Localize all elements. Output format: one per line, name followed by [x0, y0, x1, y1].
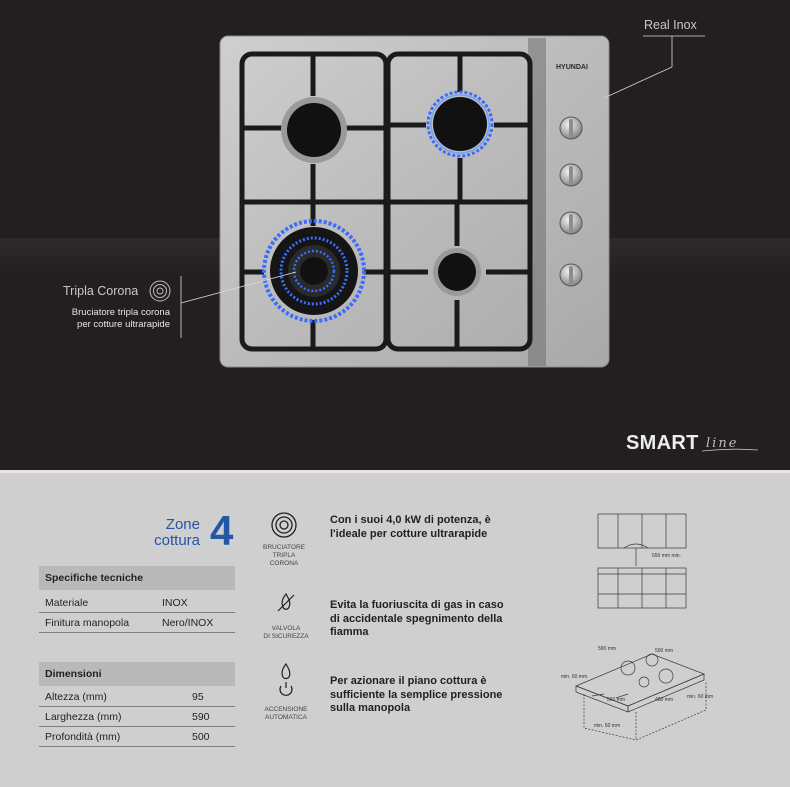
feature-caption — [246, 706, 326, 722]
hob-brand-text: HYUNDAI — [556, 64, 588, 71]
cutout-dimensions-drawing — [556, 632, 716, 744]
dimensions-title: Dimensioni — [45, 668, 102, 680]
tripla-corona-icon — [150, 281, 170, 301]
feature-caption-line: BRUCIATORE — [262, 544, 305, 551]
feature-caption — [246, 625, 326, 641]
hob-width-label: 590 mm — [598, 646, 617, 652]
tripla-corona-desc-line2: per cotture ultrarapide — [77, 319, 170, 330]
dimension-label: Altezza (mm) — [45, 691, 107, 703]
feature-text-line: sufficiente la semplice pressione — [330, 688, 503, 701]
feature-text-line: Per azionare il piano cottura è — [330, 675, 487, 687]
spec-value: INOX — [162, 597, 188, 609]
dimensions-header — [39, 662, 235, 686]
tripla-corona-label: Tripla Corona — [63, 284, 139, 298]
feature-caption-line: VALVOLA — [271, 625, 301, 632]
feature-caption-line: CORONA — [269, 560, 299, 567]
spec-value: Nero/INOX — [162, 617, 214, 629]
cutout-depth-label: 480 mm — [655, 697, 674, 703]
feature-caption — [244, 544, 324, 568]
spec-label: Finitura manopola — [45, 617, 130, 629]
feature-caption-line: ACCENSIONE — [264, 706, 308, 713]
series-suffix: line — [706, 436, 739, 451]
dimension-label: Profondità (mm) — [45, 731, 121, 743]
triple-crown-burner-icon — [269, 510, 299, 540]
spec-label: Materiale — [45, 597, 89, 609]
installation-side-drawing — [590, 508, 700, 618]
dimension-row — [39, 726, 235, 747]
dimension-label: Larghezza (mm) — [45, 711, 122, 723]
feature-caption-line: DI SICUREZZA — [263, 633, 309, 640]
feature-text-line: Con i suoi 4,0 kW di potenza, è — [330, 514, 491, 526]
specs-title: Specifiche tecniche — [45, 572, 144, 584]
series-underline — [700, 447, 760, 453]
feature-text-line: sulla manopola — [330, 702, 411, 714]
specs-header — [39, 566, 235, 590]
feature-text-line: Evita la fuoriuscita di gas in caso — [330, 599, 504, 611]
feature-text-line: l'ideale per cotture ultrarapide — [330, 527, 488, 540]
tripla-corona-desc-line1: Bruciatore tripla corona — [71, 307, 170, 318]
feature-text-line: di accidentale spegnimento della — [330, 612, 503, 625]
dimension-row — [39, 686, 235, 707]
feature-text — [330, 675, 530, 716]
real-inox-label: Real Inox — [644, 18, 697, 32]
spec-row — [39, 612, 235, 633]
series-name: SMART — [626, 432, 699, 454]
clearance-right-label: min. 60 mm — [687, 694, 714, 700]
auto-ignition-icon — [275, 662, 297, 698]
dimension-value: 95 — [192, 691, 204, 703]
clearance-front-label: min. 60 mm — [594, 723, 621, 729]
feature-text-line: fiamma — [330, 626, 369, 638]
clearance-left-label: min. 60 mm — [561, 674, 588, 680]
min-height-label: 650 mm min. — [652, 553, 681, 559]
hob-depth-label: 500 mm — [655, 648, 674, 654]
feature-caption-line: TRIPLA — [272, 552, 296, 559]
feature-text — [330, 599, 530, 640]
cutout-width-label: 560 mm — [607, 697, 626, 703]
feature-text — [330, 514, 530, 541]
safety-valve-icon — [274, 591, 298, 615]
dimension-value: 590 — [192, 711, 210, 723]
zones-label-line1: Zone — [165, 516, 200, 533]
feature-caption-line: AUTOMATICA — [264, 714, 307, 721]
zones-label-line2: cottura — [154, 532, 200, 549]
zones-count: 4 — [210, 507, 234, 554]
dimension-row — [39, 706, 235, 727]
spec-row — [39, 592, 235, 613]
dimension-value: 500 — [192, 731, 210, 743]
